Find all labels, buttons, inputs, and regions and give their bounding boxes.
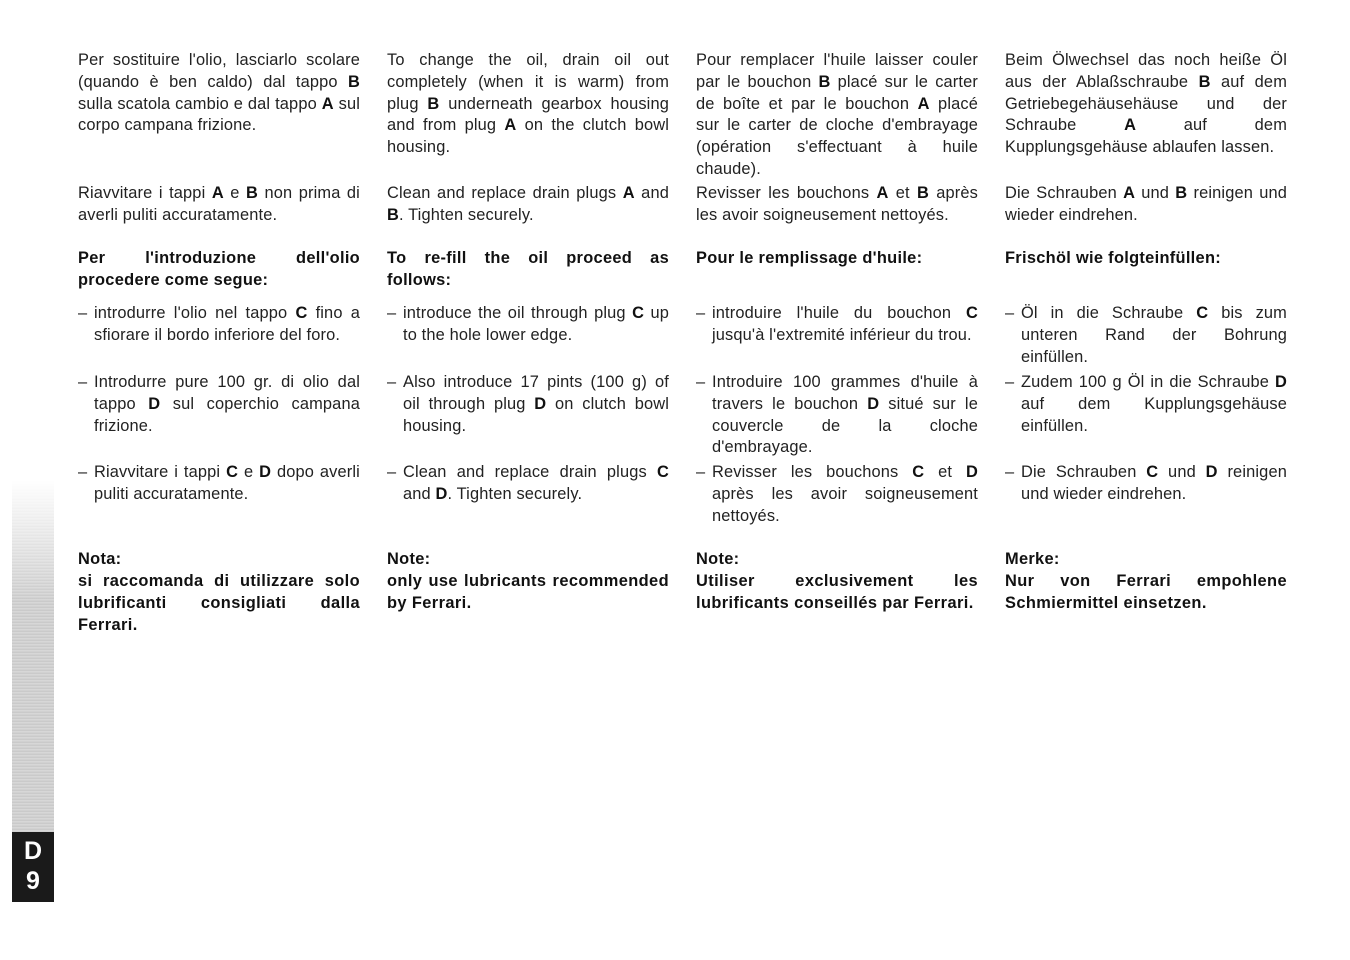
- fr-list-item-3: – Revisser les bouchons C et D après les avoir soigneusement nettoyés.: [696, 463, 978, 525]
- de-paragraph-2: Die Schrauben A und B reinigen und wieder eindrehen.: [1005, 184, 1287, 224]
- page-tab: [12, 832, 54, 902]
- de-list-item-3: – Die Schrauben C und D reinigen und wieder eindrehen.: [1005, 463, 1287, 503]
- fr-section-heading: Pour le remplissage d'huile:: [696, 249, 923, 267]
- it-section-heading: Per l'introduzione dell'olio procedere come segue:: [78, 249, 360, 289]
- de-paragraph-1: Beim Ölwechsel das noch heiße Öl aus der Ablaßschraube B auf dem Getriebegehäusehäuse und der Schraube A auf dem Kupplungsgehäuse ablaufen lassen.: [1005, 51, 1287, 157]
- de-list-item-1: – Öl in die Schraube C bis zum unteren Rand der Bohrung einfüllen.: [1005, 304, 1287, 366]
- fr-paragraph-2: Revisser les bouchons A et B après les avoir soigneusement nettoyés.: [696, 184, 978, 224]
- it-note-title: Nota:: [78, 550, 122, 568]
- fr-note-body: Utiliser exclusivement les lubrificants conseillés par Ferrari.: [696, 572, 978, 612]
- section-letter: D: [23, 837, 43, 865]
- de-list-item-2: – Zudem 100 g Öl in die Schraube D auf dem Kupplungsgehäuse einfüllen.: [1005, 373, 1287, 435]
- en-paragraph-1: To change the oil, drain oil out completely (when it is warm) from plug B underneath gearbox housing and from plug A on the clutch bowl housing.: [387, 51, 670, 157]
- fr-list-item-1: – introduire l'huile du bouchon C jusqu'à l'extremité inférieur du trou.: [696, 304, 978, 344]
- page-number: 9: [26, 867, 40, 895]
- fr-list-item-2: – Introduire 100 grammes d'huile à travers le bouchon D situé sur le couvercle de la cloche d'embrayage.: [696, 373, 978, 457]
- en-section-heading: To re-fill the oil proceed as follows:: [387, 249, 669, 289]
- en-list-item-1: – introduce the oil through plug C up to the hole lower edge.: [387, 304, 669, 344]
- de-note-title: Merke:: [1005, 550, 1060, 568]
- it-list-item-2: – Introdurre pure 100 gr. di olio dal tappo D sul coperchio campana frizione.: [78, 373, 360, 435]
- it-list-item-1: – introdurre l'olio nel tappo C fino a sfiorare il bordo inferiore del foro.: [78, 304, 360, 344]
- de-section-heading: Frischöl wie folgteinfüllen:: [1005, 249, 1222, 267]
- de-note-body: Nur von Ferrari empohlene Schmiermittel einsetzen.: [1005, 572, 1287, 612]
- it-paragraph-2: Riavvitare i tappi A e B non prima di averli puliti accuratamente.: [78, 184, 360, 224]
- fr-paragraph-1: Pour remplacer l'huile laisser couler par le bouchon B placé sur le carter de boîte et par le bouchon A placé sur le carter de cloche d'embrayage (opération s'effectuant à huile chaude).: [696, 51, 978, 178]
- en-list-item-2: – Also introduce 17 pints (100 g) of oil through plug D on clutch bowl housing.: [387, 373, 669, 435]
- en-list-item-3: – Clean and replace drain plugs C and D. Tighten securely.: [387, 463, 669, 503]
- it-note-body: si raccomanda di utilizzare solo lubrificanti consigliati dalla Ferrari.: [78, 572, 360, 634]
- fr-note-title: Note:: [696, 550, 740, 568]
- en-paragraph-2: Clean and replace drain plugs A and B. Tighten securely.: [387, 184, 669, 224]
- it-paragraph-1: Per sostituire l'olio, lasciarlo scolare (quando è ben caldo) dal tappo B sulla scatola cambio e dal tappo A sul corpo campana frizione.: [78, 51, 361, 135]
- it-list-item-3: – Riavvitare i tappi C e D dopo averli puliti accuratamente.: [78, 463, 360, 503]
- en-note-body: only use lubricants recommended by Ferrari.: [387, 572, 669, 612]
- en-note-title: Note:: [387, 550, 431, 568]
